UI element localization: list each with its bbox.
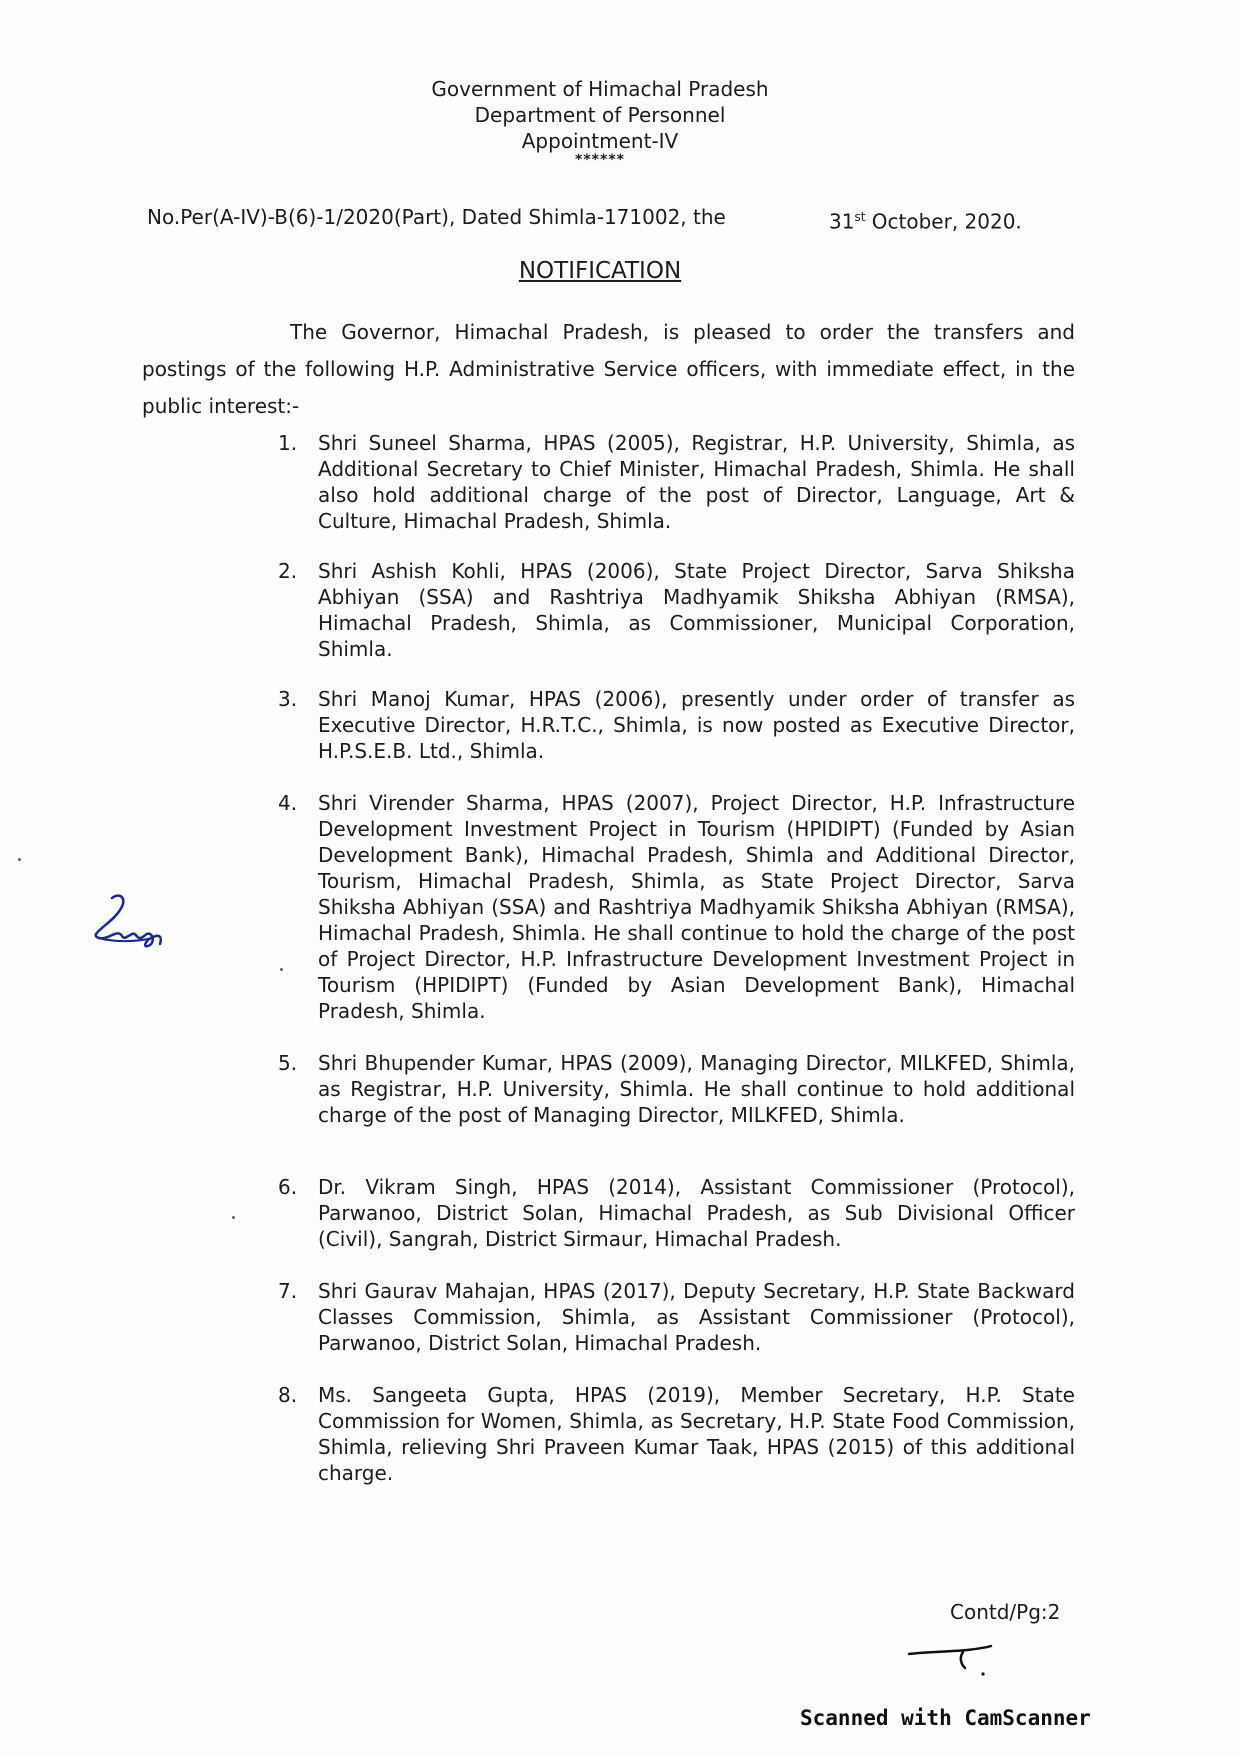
- header-section: Appointment-IV: [521, 129, 679, 153]
- reference-date: [829, 204, 1022, 235]
- reference-line: [147, 204, 1047, 234]
- order-item: [278, 1050, 1075, 1128]
- scan-speck: [232, 1216, 235, 1219]
- order-text: Shri Manoj Kumar, HPAS (2006), presently under order of transfer as Executive Director, H.R.T.C., Shimla, is now posted as Executive Director, H.P.S.E.B. Ltd., Shimla.: [318, 687, 1075, 763]
- order-text: Shri Ashish Kohli, HPAS (2006), State Project Director, Sarva Shiksha Abhiyan (SSA) and Rashtriya Madhyamik Shiksha Abhiyan (RMSA), Himachal Pradesh, Shimla, as Commissioner, Municipal Corporation, Shimla.: [318, 559, 1075, 661]
- date-suffix: st: [854, 210, 866, 224]
- margin-signature: [90, 892, 170, 952]
- order-item: [278, 686, 1075, 764]
- order-item: [278, 1278, 1075, 1356]
- order-number: 8.: [278, 1383, 298, 1407]
- order-text: Shri Virender Sharma, HPAS (2007), Project Director, H.P. Infrastructure Development Investment Project in Tourism (HPIDIPT) (Funded by Asian Development Bank), Himachal Pradesh, Shimla and Additional Director, Tourism, Himachal Pradesh, Shimla, as State Project Director, Sarva Shiksha Abhiyan (SSA) and Rashtriya Madhyamik Shiksha Abhiyan (RMSA), Himachal Pradesh, Shimla. He shall continue to hold the charge of the post of Project Director, H.P. Infrastructure Development Investment Project in Tourism (HPIDIPT) (Funded by Asian Development Bank), Himachal Pradesh, Shimla.: [318, 791, 1075, 1023]
- order-text: Shri Suneel Sharma, HPAS (2005), Registrar, H.P. University, Shimla, as Additional Secretary to Chief Minister, Himachal Pradesh, Shimla. He shall also hold additional charge of the post of Director, Language, Art & Culture, Himachal Pradesh, Shimla.: [318, 431, 1075, 533]
- order-text: Shri Gaurav Mahajan, HPAS (2017), Deputy Secretary, H.P. State Backward Classes Commission, Shimla, as Assistant Commissioner (Protocol), Parwanoo, District Solan, Himachal Pradesh.: [318, 1279, 1075, 1355]
- date-rest: October, 2020.: [865, 209, 1022, 234]
- order-text: Shri Bhupender Kumar, HPAS (2009), Managing Director, MILKFED, Shimla, as Registrar, H.P. University, Shimla. He shall continue to hold additional charge of the post of Managing Director, MILKFED, Shimla.: [318, 1051, 1075, 1127]
- header-department: Department of Personnel: [474, 103, 726, 127]
- header-government: Government of Himachal Pradesh: [431, 77, 769, 101]
- bottom-signature: [905, 1640, 995, 1680]
- order-number: 1.: [278, 431, 298, 455]
- header-stars: ******: [575, 152, 625, 168]
- order-text: Dr. Vikram Singh, HPAS (2014), Assistant Commissioner (Protocol), Parwanoo, District Solan, Himachal Pradesh, as Sub Divisional Officer (Civil), Sangrah, District Sirmaur, Himachal Pradesh.: [318, 1175, 1075, 1251]
- order-number: 5.: [278, 1051, 298, 1075]
- notification-title: NOTIFICATION: [518, 258, 682, 284]
- document-header: [0, 76, 1200, 166]
- continued-note: Contd/Pg:2: [950, 1600, 1061, 1624]
- order-number: 4.: [278, 791, 298, 815]
- reference-number: No.Per(A-IV)-B(6)-1/2020(Part), Dated Shimla-171002, the: [147, 205, 726, 229]
- scan-speck: [18, 858, 21, 861]
- order-number: 7.: [278, 1279, 298, 1303]
- order-number: 3.: [278, 687, 298, 711]
- order-item: [278, 1174, 1075, 1252]
- order-item: [278, 790, 1075, 1024]
- order-number: 6.: [278, 1175, 298, 1199]
- order-item: [278, 430, 1075, 534]
- date-day: 31: [829, 209, 855, 234]
- camscanner-watermark: Scanned with CamScanner: [800, 1706, 1091, 1730]
- order-item: [278, 558, 1075, 662]
- order-item: [278, 1382, 1075, 1486]
- scan-speck: [280, 968, 283, 971]
- order-number: 2.: [278, 559, 298, 583]
- order-text: Ms. Sangeeta Gupta, HPAS (2019), Member Secretary, H.P. State Commission for Women, Shimla, as Secretary, H.P. State Food Commission, Shimla, relieving Shri Praveen Kumar Taak, HPAS (2015) of this additional charge.: [318, 1383, 1075, 1485]
- intro-paragraph: The Governor, Himachal Pradesh, is pleased to order the transfers and postings of the following H.P. Administrative Service officers, with immediate effect, in the public interest:-: [142, 320, 1075, 418]
